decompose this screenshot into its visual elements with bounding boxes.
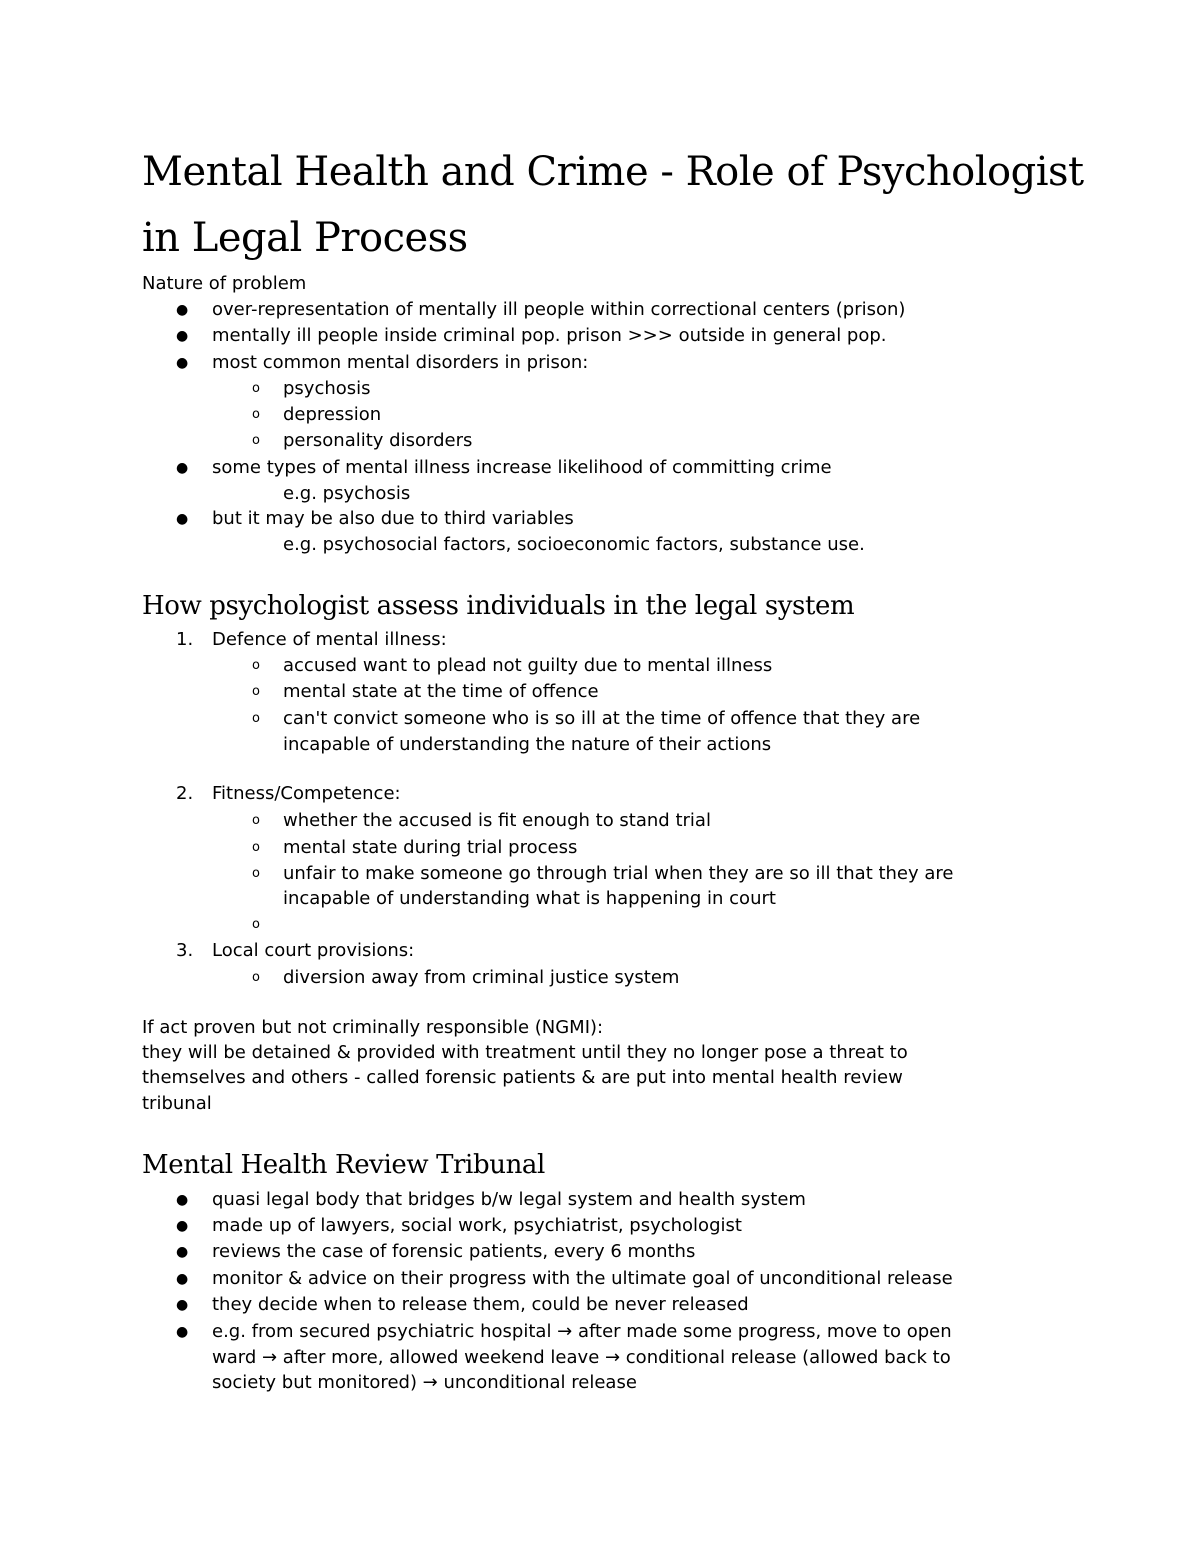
assess-item-2-point-cont: incapable of understanding what is happening in court bbox=[283, 888, 776, 909]
circle-bullet-icon: o bbox=[252, 407, 260, 422]
assess-heading: How psychologist assess individuals in the legal system bbox=[142, 591, 855, 621]
list-number: 3. bbox=[176, 940, 194, 961]
assess-item-1-point: accused want to plead not guilty due to mental illness bbox=[283, 655, 773, 676]
bullet-icon: ● bbox=[176, 1297, 189, 1313]
assess-item-3-point: diversion away from criminal justice system bbox=[283, 967, 680, 988]
assess-item-1-point: can't convict someone who is so ill at the time of offence that they are bbox=[283, 708, 921, 729]
bullet-icon: ● bbox=[176, 460, 189, 476]
page-title-line-2: in Legal Process bbox=[142, 215, 468, 261]
bullet-icon: ● bbox=[176, 1324, 189, 1340]
assess-item-2-point: whether the accused is fit enough to stand trial bbox=[283, 810, 711, 831]
bullet-icon: ● bbox=[176, 1192, 189, 1208]
bullet-icon: ● bbox=[176, 1244, 189, 1260]
list-number: 2. bbox=[176, 783, 194, 804]
bullet-icon: ● bbox=[176, 328, 189, 344]
nature-bullet-4: some types of mental illness increase likelihood of committing crime bbox=[212, 457, 832, 478]
nature-bullet-4-example: e.g. psychosis bbox=[283, 483, 411, 504]
tribunal-heading: Mental Health Review Tribunal bbox=[142, 1150, 545, 1180]
circle-bullet-icon: o bbox=[252, 917, 260, 932]
circle-bullet-icon: o bbox=[252, 840, 260, 855]
nature-heading: Nature of problem bbox=[142, 273, 307, 294]
tribunal-bullet-cont: society but monitored) → unconditional release bbox=[212, 1372, 637, 1393]
assess-item-1-label: Defence of mental illness: bbox=[212, 629, 447, 650]
bullet-icon: ● bbox=[176, 511, 189, 527]
page-title-line-1: Mental Health and Crime - Role of Psychologist bbox=[142, 149, 1084, 195]
assess-item-1-point: mental state at the time of offence bbox=[283, 681, 599, 702]
nature-bullet-5-example: e.g. psychosocial factors, socioeconomic factors, substance use. bbox=[283, 534, 865, 555]
nature-bullet-5: but it may be also due to third variables bbox=[212, 508, 574, 529]
nature-bullet-2: mentally ill people inside criminal pop. prison >>> outside in general pop. bbox=[212, 325, 887, 346]
circle-bullet-icon: o bbox=[252, 684, 260, 699]
paragraph-line: tribunal bbox=[142, 1093, 212, 1114]
disorder-item: depression bbox=[283, 404, 382, 425]
tribunal-bullet: e.g. from secured psychiatric hospital → after made some progress, move to open bbox=[212, 1321, 952, 1342]
tribunal-bullet: monitor & advice on their progress with the ultimate goal of unconditional release bbox=[212, 1268, 953, 1289]
disorder-item: psychosis bbox=[283, 378, 371, 399]
tribunal-bullet: they decide when to release them, could be never released bbox=[212, 1294, 749, 1315]
nature-bullet-3: most common mental disorders in prison: bbox=[212, 352, 589, 373]
bullet-icon: ● bbox=[176, 302, 189, 318]
tribunal-bullet-cont: ward → after more, allowed weekend leave → conditional release (allowed back to bbox=[212, 1347, 951, 1368]
circle-bullet-icon: o bbox=[252, 866, 260, 881]
circle-bullet-icon: o bbox=[252, 970, 260, 985]
bullet-icon: ● bbox=[176, 1218, 189, 1234]
paragraph-line: themselves and others - called forensic patients & are put into mental health review bbox=[142, 1067, 903, 1088]
bullet-icon: ● bbox=[176, 1271, 189, 1287]
circle-bullet-icon: o bbox=[252, 711, 260, 726]
tribunal-bullet: reviews the case of forensic patients, every 6 months bbox=[212, 1241, 696, 1262]
nature-bullet-1: over-representation of mentally ill people within correctional centers (prison) bbox=[212, 299, 906, 320]
circle-bullet-icon: o bbox=[252, 381, 260, 396]
assess-item-3-label: Local court provisions: bbox=[212, 940, 415, 961]
assess-item-2-point: mental state during trial process bbox=[283, 837, 578, 858]
disorder-item: personality disorders bbox=[283, 430, 473, 451]
circle-bullet-icon: o bbox=[252, 433, 260, 448]
bullet-icon: ● bbox=[176, 355, 189, 371]
paragraph-line: they will be detained & provided with treatment until they no longer pose a threat to bbox=[142, 1042, 908, 1063]
ngmi-line: If act proven but not criminally responsible (NGMI): bbox=[142, 1017, 604, 1038]
assess-item-2-point: unfair to make someone go through trial when they are so ill that they are bbox=[283, 863, 954, 884]
circle-bullet-icon: o bbox=[252, 658, 260, 673]
tribunal-bullet: made up of lawyers, social work, psychiatrist, psychologist bbox=[212, 1215, 742, 1236]
tribunal-bullet: quasi legal body that bridges b/w legal system and health system bbox=[212, 1189, 806, 1210]
list-number: 1. bbox=[176, 629, 194, 650]
circle-bullet-icon: o bbox=[252, 813, 260, 828]
assess-item-2-label: Fitness/Competence: bbox=[212, 783, 401, 804]
assess-item-1-point-cont: incapable of understanding the nature of their actions bbox=[283, 734, 772, 755]
